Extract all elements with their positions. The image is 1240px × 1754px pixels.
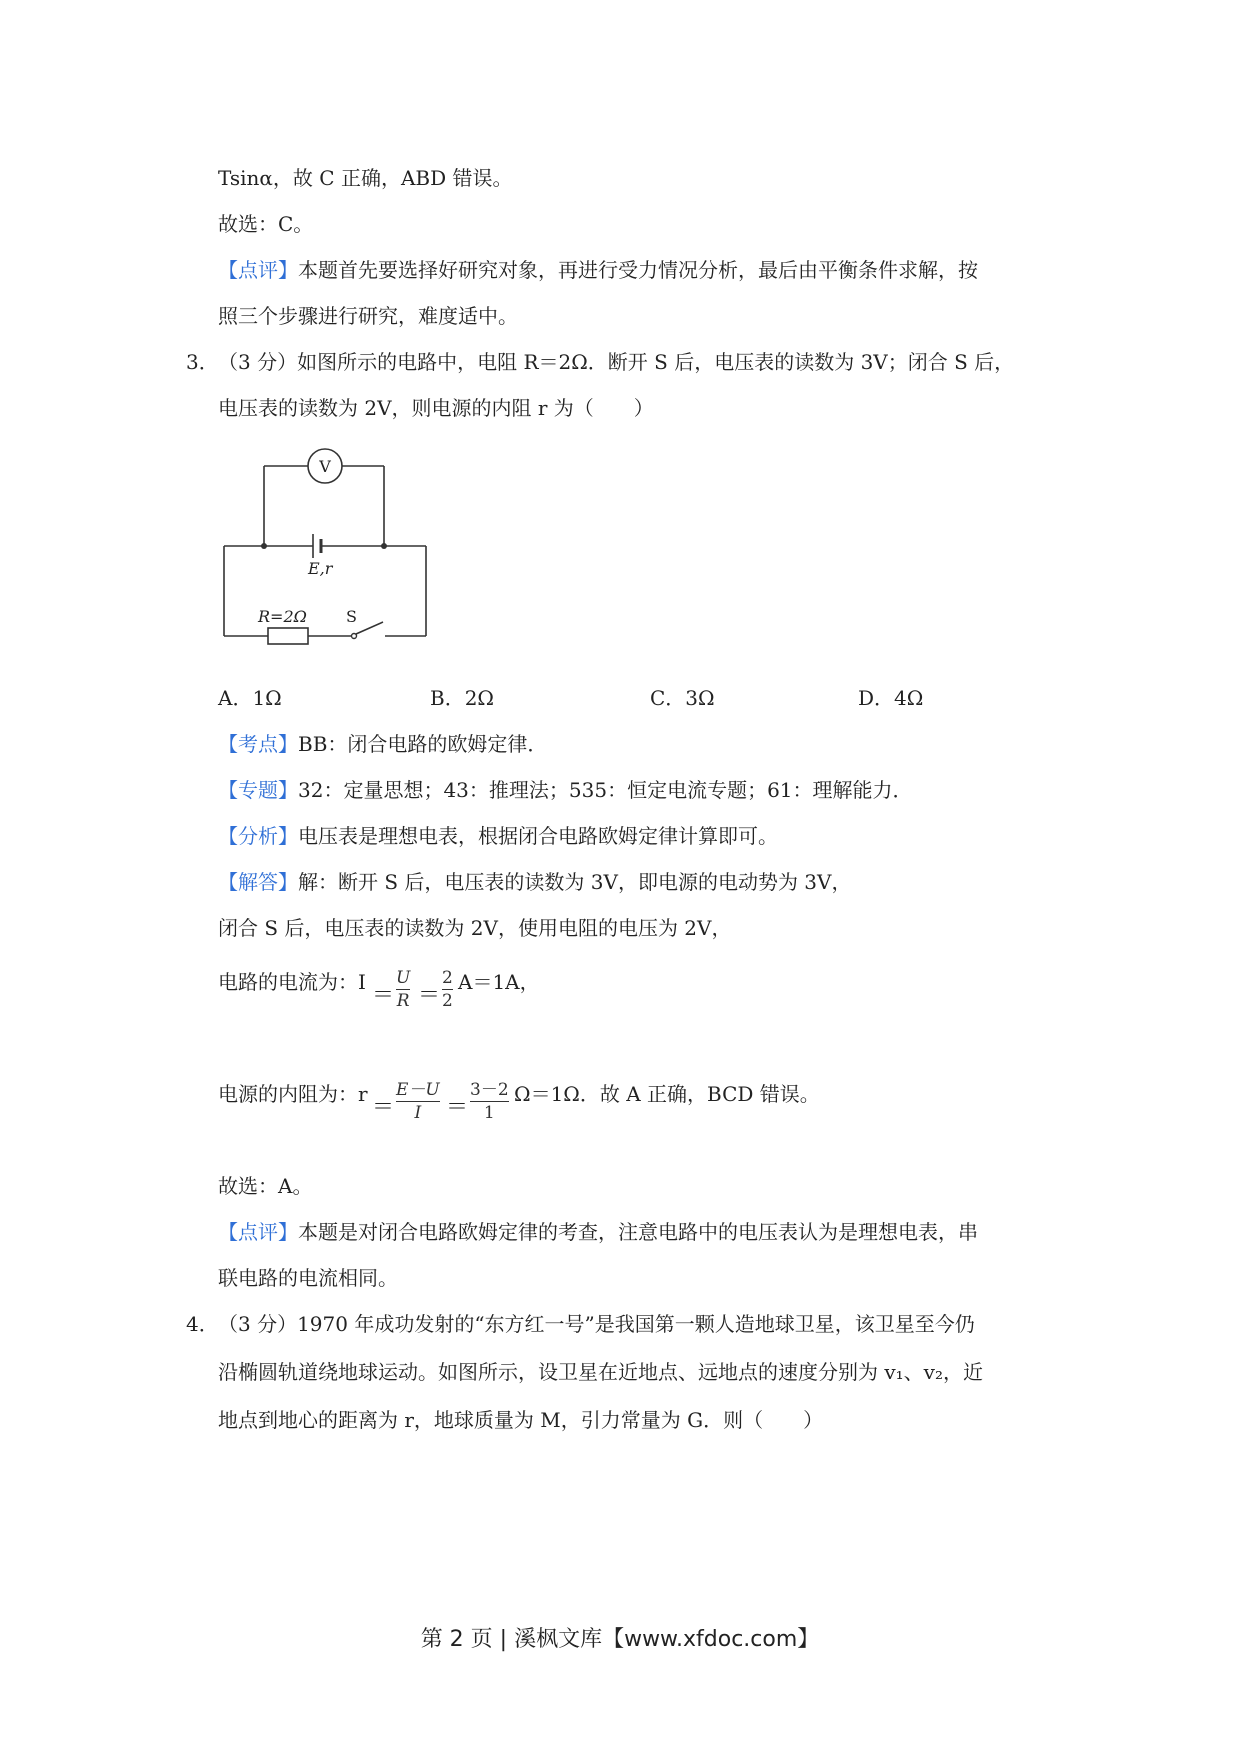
zhuanti-tag: 【专题】 — [218, 778, 298, 802]
page-footer: 第 2 页 | 溪枫文库【www.xfdoc.com】 — [420, 1627, 820, 1652]
jieda-tag: 【解答】 — [218, 870, 298, 894]
option-b: B．2Ω — [430, 686, 495, 710]
review-tag: 【点评】 — [218, 258, 298, 282]
jieda-line2: 闭合 S 后，电压表的读数为 2V，使用电阻的电压为 2V， — [218, 916, 732, 940]
fraction-denominator: R — [396, 991, 410, 1011]
resistor-label: R=2Ω — [258, 607, 307, 626]
q3-review-line1 — [218, 1218, 978, 1246]
kaodian-text: BB：闭合电路的欧姆定律． — [298, 732, 548, 756]
q4-line3: 地点到地心的距离为 r，地球质量为 M，引力常量为 G．则（ ） — [218, 1408, 824, 1432]
resist-fraction-2 — [470, 1080, 509, 1123]
q3-stem-line2: 电压表的读数为 2V，则电源的内阻 r 为（ ） — [218, 396, 654, 420]
fenxi-line — [218, 822, 778, 850]
prev-review-line1 — [218, 256, 978, 284]
q4-line1: （3 分）1970 年成功发射的“东方红一号”是我国第一颗人造地球卫星，该卫星至今仍 — [218, 1312, 975, 1336]
switch-label: S — [346, 607, 357, 626]
review-text: 本题是对闭合电路欧姆定律的考查，注意电路中的电压表认为是理想电表，串 — [298, 1220, 978, 1244]
q4-line2: 沿椭圆轨道绕地球运动。如图所示，设卫星在近地点、远地点的速度分别为 v₁、v₂，近 — [218, 1360, 983, 1384]
prev-answer: 故选：C。 — [218, 212, 314, 236]
equals-sign: ＝ — [418, 983, 441, 1008]
current-suffix: A＝1A， — [458, 970, 540, 994]
fenxi-text: 电压表是理想电表，根据闭合电路欧姆定律计算即可。 — [298, 824, 778, 848]
resist-suffix: Ω＝1Ω．故 A 正确，BCD 错误。 — [514, 1082, 820, 1106]
option-d: D．4Ω — [858, 686, 924, 710]
review-tag: 【点评】 — [218, 1220, 298, 1244]
fraction-numerator: 3－2 — [470, 1080, 509, 1100]
battery-label: E,r — [308, 559, 333, 578]
q3-review-line2: 联电路的电流相同。 — [218, 1266, 398, 1290]
fenxi-tag: 【分析】 — [218, 824, 298, 848]
fraction-denominator: 2 — [442, 991, 453, 1011]
voltmeter-label: V — [319, 457, 331, 476]
current-fraction-2 — [442, 968, 453, 1011]
equals-sign: ＝ — [372, 983, 395, 1008]
fraction-numerator: 2 — [442, 968, 453, 988]
zhuanti-text: 32：定量思想；43：推理法；535：恒定电流专题；61：理解能力． — [298, 778, 913, 802]
fraction-numerator: U — [396, 968, 411, 988]
kaodian-tag: 【考点】 — [218, 732, 298, 756]
q3-answer: 故选：A。 — [218, 1174, 313, 1198]
equals-sign: ＝ — [372, 1095, 395, 1120]
prev-solution-line: Tsinα，故 C 正确，ABD 错误。 — [218, 166, 513, 190]
zhuanti-line — [218, 776, 913, 804]
question-number: 3． — [186, 350, 219, 374]
jieda-line1 — [218, 868, 851, 896]
review-text: 本题首先要选择好研究对象，再进行受力情况分析，最后由平衡条件求解，按 — [298, 258, 978, 282]
prev-review-line2: 照三个步骤进行研究，难度适中。 — [218, 304, 518, 328]
junction-dot — [381, 543, 387, 549]
junction-dot — [261, 543, 267, 549]
equals-sign: ＝ — [446, 1095, 469, 1120]
fraction-denominator: I — [414, 1103, 422, 1123]
circuit-diagram — [218, 436, 458, 646]
fraction-numerator: E－U — [396, 1080, 440, 1100]
switch-contact — [352, 634, 357, 639]
jieda-text: 解：断开 S 后，电压表的读数为 3V，即电源的电动势为 3V， — [298, 870, 852, 894]
current-fraction-1 — [396, 968, 410, 1011]
kaodian-line — [218, 730, 547, 758]
resist-prefix: 电源的内阻为：r — [218, 1082, 368, 1106]
question-number: 4． — [186, 1312, 219, 1336]
fraction-denominator: 1 — [483, 1103, 495, 1123]
option-c: C．3Ω — [650, 686, 715, 710]
q3-stem-line1: （3 分）如图所示的电路中，电阻 R＝2Ω．断开 S 后，电压表的读数为 3V；闭合 S 后， — [218, 350, 1015, 374]
option-a: A．1Ω — [218, 686, 282, 710]
current-prefix: 电路的电流为：I — [218, 970, 366, 994]
resist-fraction-1 — [396, 1080, 440, 1123]
